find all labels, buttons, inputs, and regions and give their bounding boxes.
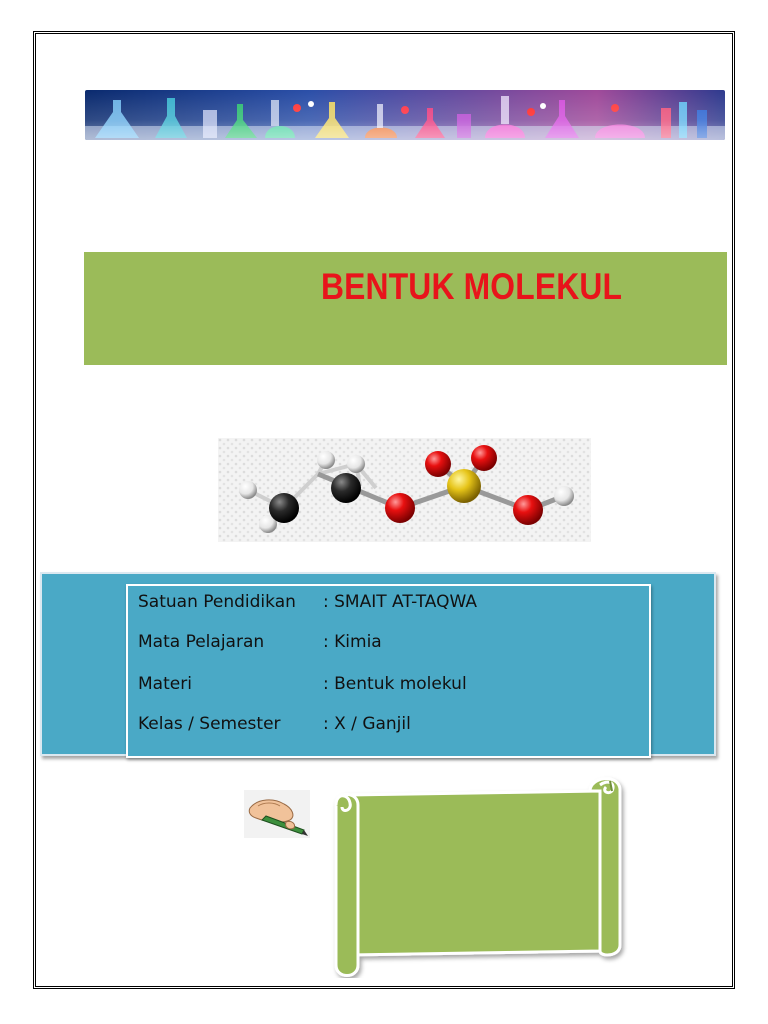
document-title: BENTUK MOLEKUL [321, 266, 623, 307]
info-value: : Kimia [323, 632, 382, 652]
info-value: : Bentuk molekul [323, 674, 467, 694]
molecule-model-image [218, 438, 591, 542]
info-label: Mata Pelajaran [138, 632, 265, 652]
lab-glassware-banner [85, 90, 725, 140]
info-label: Materi [138, 674, 192, 694]
hand-writing-pencil-icon [244, 790, 310, 838]
info-value: : X / Ganjil [323, 714, 411, 734]
info-label: Kelas / Semester [138, 714, 281, 734]
info-value: : SMAIT AT-TAQWA [323, 592, 478, 612]
scroll-banner [328, 765, 628, 978]
info-label: Satuan Pendidikan [138, 592, 296, 612]
